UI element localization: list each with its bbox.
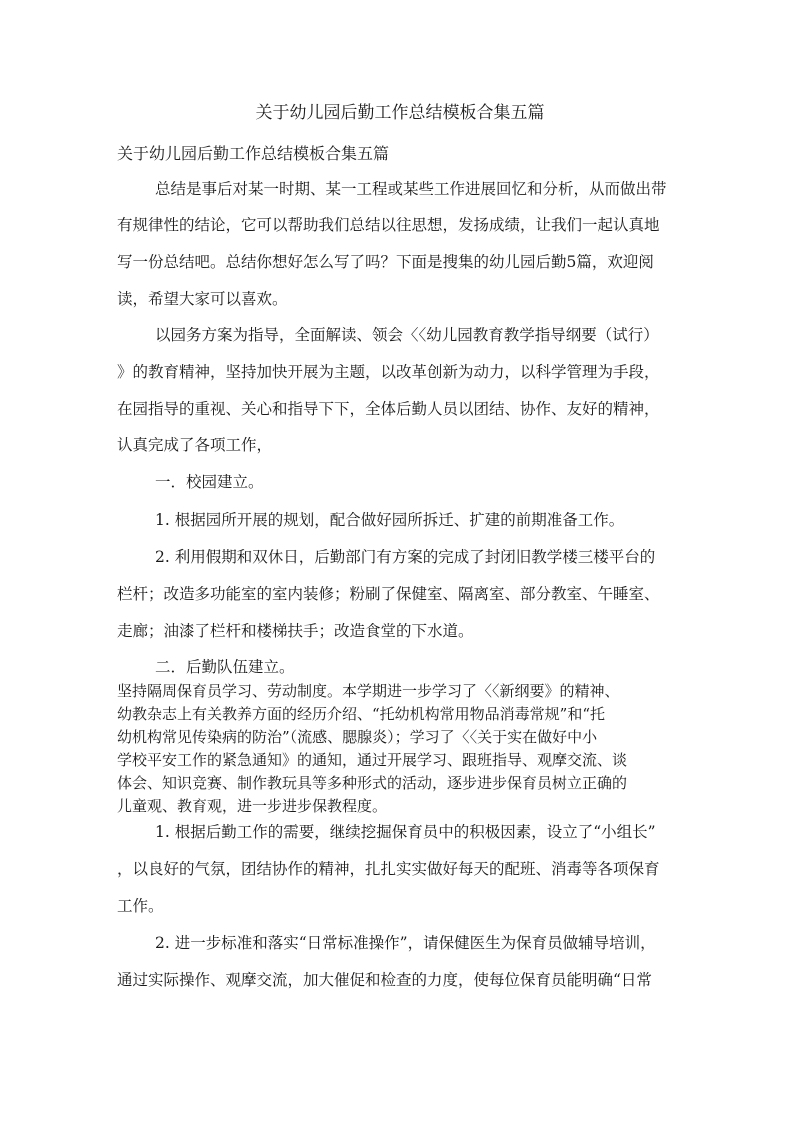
- intro-line-2: 有规律性的结论，它可以帮助我们总结以往思想，发扬成绩，让我们一起认真地: [117, 216, 660, 234]
- para1-line-4: 认真完成了各项工作，: [117, 436, 273, 454]
- section-heading-1: 一．校园建立。: [155, 473, 264, 491]
- section2-item-2-line-2: 通过实际操作、观摩交流，加大催促和检查的力度，使每位保育员能明确“日常: [117, 971, 652, 989]
- section2-body-line-4: 学校平安工作的紧急通知》的通知，通过开展学习、跟班指导、观摩交流、谈: [117, 751, 628, 769]
- section1-item-2-line-2: 栏杆；改造多功能室的室内装修；粉刷了保健室、隔离室、部分教室、午睡室、: [117, 585, 660, 603]
- section2-body-line-3: 幼机构常见传染病的防治”（流感、腮腺炎）；学习了〈〈关于实在做好中小: [117, 728, 598, 746]
- section1-item-1: 1. 根据园所开展的规划，配合做好园所拆迁、扩建的前期准备工作。: [155, 511, 625, 529]
- document-title: 关于幼儿园后勤工作总结模板合集五篇: [255, 103, 545, 123]
- section2-body-line-5: 体会、知识竞赛、制作教玩具等多种形式的活动，逐步进步保育员树立正确的: [117, 774, 628, 792]
- para1-line-1: 以园务方案为指导，全面解读、领会〈〈幼儿园教育教学指导纲要（试行）: [155, 326, 659, 344]
- section2-item-1-line-2: ，以良好的气氛，团结协作的精神，扎扎实实做好每天的配班、消毒等各项保育: [117, 860, 660, 878]
- document-subtitle: 关于幼儿园后勤工作总结模板合集五篇: [117, 144, 390, 163]
- para1-line-2: 》的教育精神，坚持加快开展为主题，以改革创新为动力，以科学管理为手段，: [117, 363, 660, 381]
- section2-item-1-line-3: 工作。: [117, 897, 164, 915]
- section2-body-line-1: 坚持隔周保育员学习、劳动制度。本学期进一步学习了〈〈新纲要》的精神、: [117, 682, 620, 700]
- intro-line-1: 总结是事后对某一时期、某一工程或某些工作进展回忆和分析，从而做出带: [155, 180, 667, 198]
- para1-line-3: 在园指导的重视、关心和指导下下，全体后勤人员以团结、协作、友好的精神，: [117, 400, 660, 418]
- section1-item-2-line-3: 走廊；油漆了栏杆和楼梯扶手；改造食堂的下水道。: [117, 622, 474, 640]
- section2-item-1-line-1: 1. 根据后勤工作的需要，继续挖掘保育员中的积极因素，设立了“小组长”: [155, 823, 656, 841]
- intro-line-4: 读，希望大家可以喜欢。: [117, 290, 288, 308]
- intro-line-3: 写一份总结吧。总结你想好怎么写了吗？下面是搜集的幼儿园后勤5篇，欢迎阅: [117, 253, 654, 271]
- section2-body-line-2: 幼教杂志上有关教养方面的经历介绍、“托幼机构常用物品消毒常规”和“托: [117, 705, 606, 723]
- section-heading-2: 二．后勤队伍建立。: [155, 658, 295, 676]
- section2-body-line-6: 儿童观、教育观，进一步进步保教程度。: [117, 797, 388, 815]
- section2-item-2-line-1: 2. 进一步标准和落实“日常标准操作”，请保健医生为保育员做辅导培训，: [155, 934, 656, 952]
- section1-item-2-line-1: 2. 利用假期和双休日，后勤部门有方案的完成了封闭旧教学楼三楼平台的: [155, 548, 656, 566]
